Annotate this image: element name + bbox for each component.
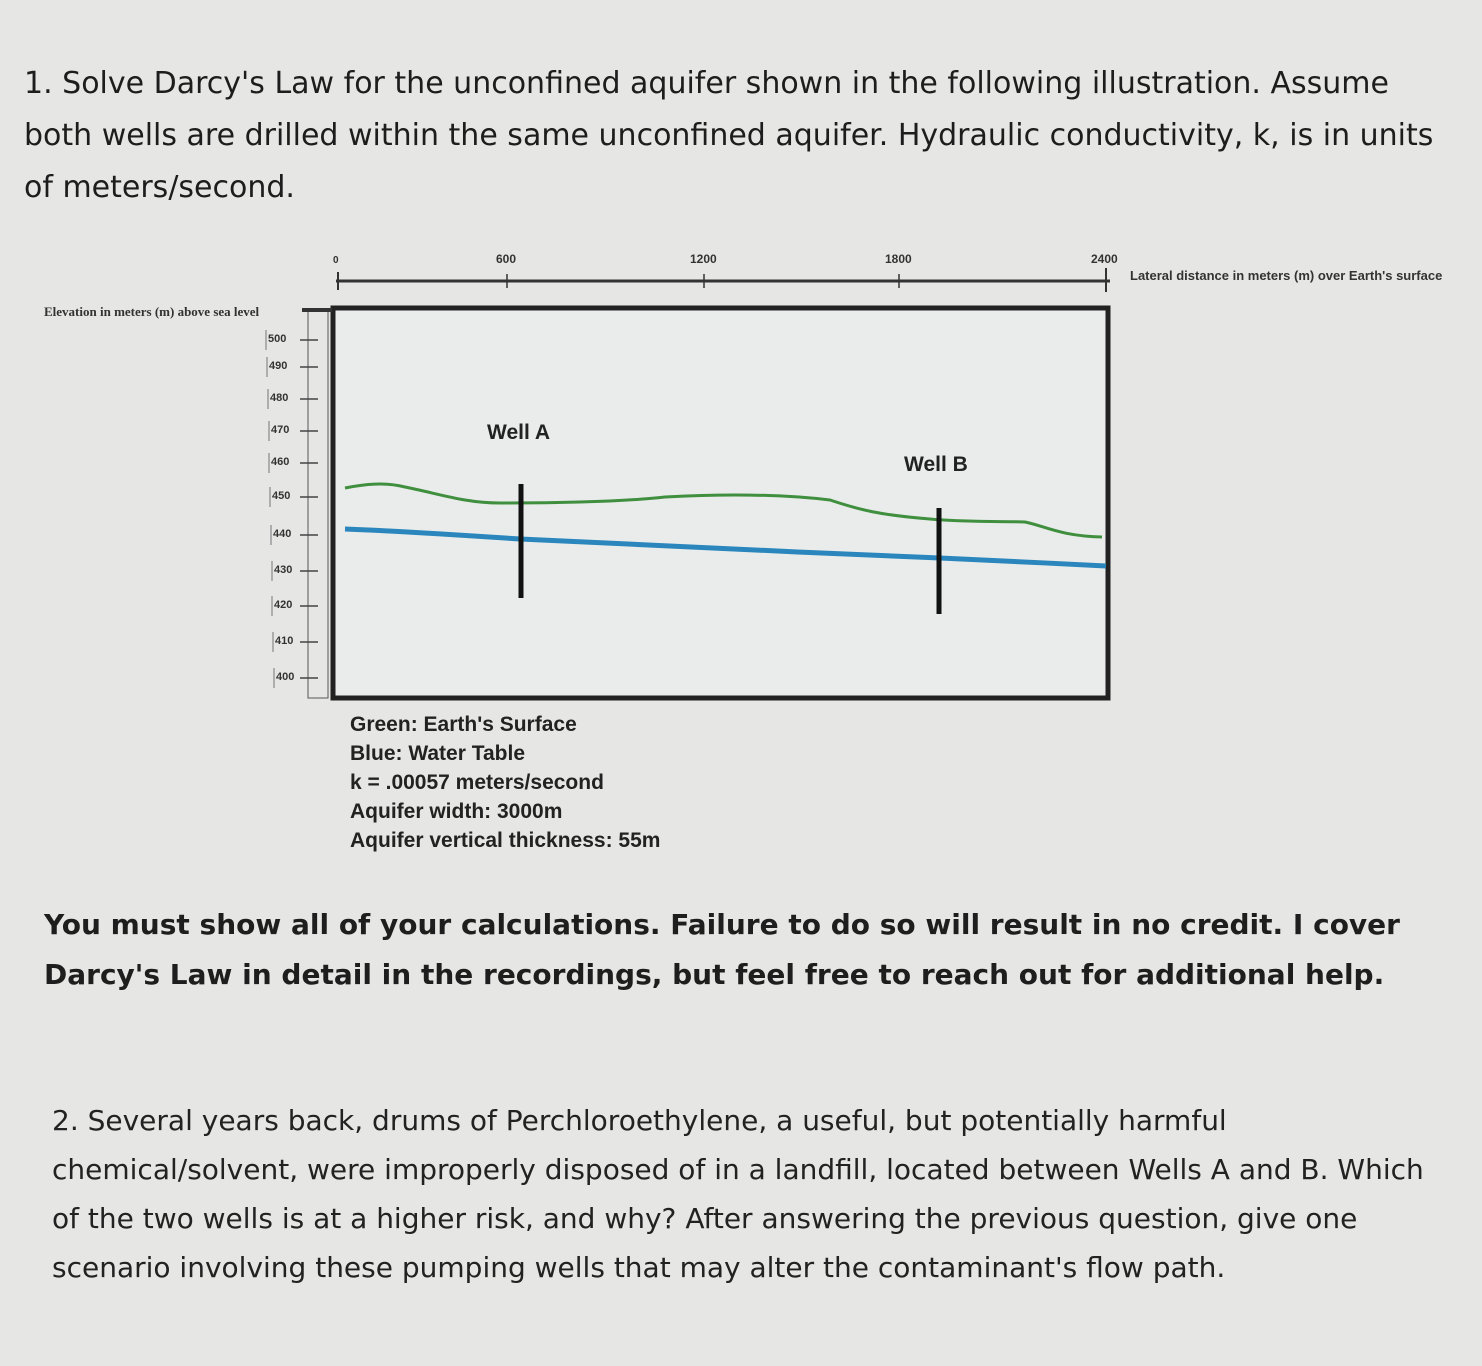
y-tick-label: 470 [271,424,290,436]
legend-surface: Green: Earth's Surface [350,713,577,736]
elevation-rail [308,310,328,698]
y-tick-label: 430 [274,564,293,576]
y-axis-label: Elevation in meters (m) above sea level [44,304,260,319]
y-tick-label: 410 [275,635,294,647]
elevation-ticks [300,340,318,678]
aquifer-box [333,308,1108,698]
y-tick-label: 400 [276,671,295,683]
y-tick-label: 450 [272,490,291,502]
legend-conductivity: k = .00057 meters/second [350,771,604,794]
question-1-text: 1. Solve Darcy's Law for the unconfined aquifer shown in the following illustration. Assume both wells are drilled within the same unconfined aquifer. Hydraulic conductivity, k, is in units of meters/second. [24,66,1434,205]
legend-water-table: Blue: Water Table [350,742,526,765]
x-tick-label-1200: 1200 [690,252,717,266]
well-a-label: Well A [487,421,551,444]
y-tick-label: 490 [269,360,288,372]
instructions-note: You must show all of your calculations. Failure to do so will result in no credit. I cover Darcy's Law in detail in the recordings, but feel free to reach out for additional help. [44,908,1400,991]
legend-aquifer-width: Aquifer width: 3000m [350,800,563,823]
y-tick-label: 440 [273,528,292,540]
question-2-text: 2. Several years back, drums of Perchloroethylene, a useful, but potentially harmful chemical/solvent, were improperly disposed of in a landfill, located between Wells A and B. Which of the two wells is at a higher risk, and why? After answering the previous question, give one scenario involving these pumping wells that may alter the contaminant's flow path. [52,1104,1424,1284]
elevation-tick-brackets [266,330,274,688]
x-tick-label-1800: 1800 [885,252,912,266]
y-tick-label: 460 [271,456,290,468]
y-tick-label: 480 [270,392,289,404]
x-axis-label: Lateral distance in meters (m) over Earth's surface [1130,268,1443,283]
x-tick-label-2400: 2400 [1091,252,1118,266]
x-tick-label-0: 0 [333,255,339,266]
diagram-legend [350,710,660,855]
well-b-label: Well B [904,453,968,476]
y-tick-label: 420 [274,599,293,611]
legend-aquifer-thickness: Aquifer vertical thickness: 55m [350,829,661,852]
y-tick-label: 500 [268,333,287,345]
x-tick-label-600: 600 [496,252,517,266]
